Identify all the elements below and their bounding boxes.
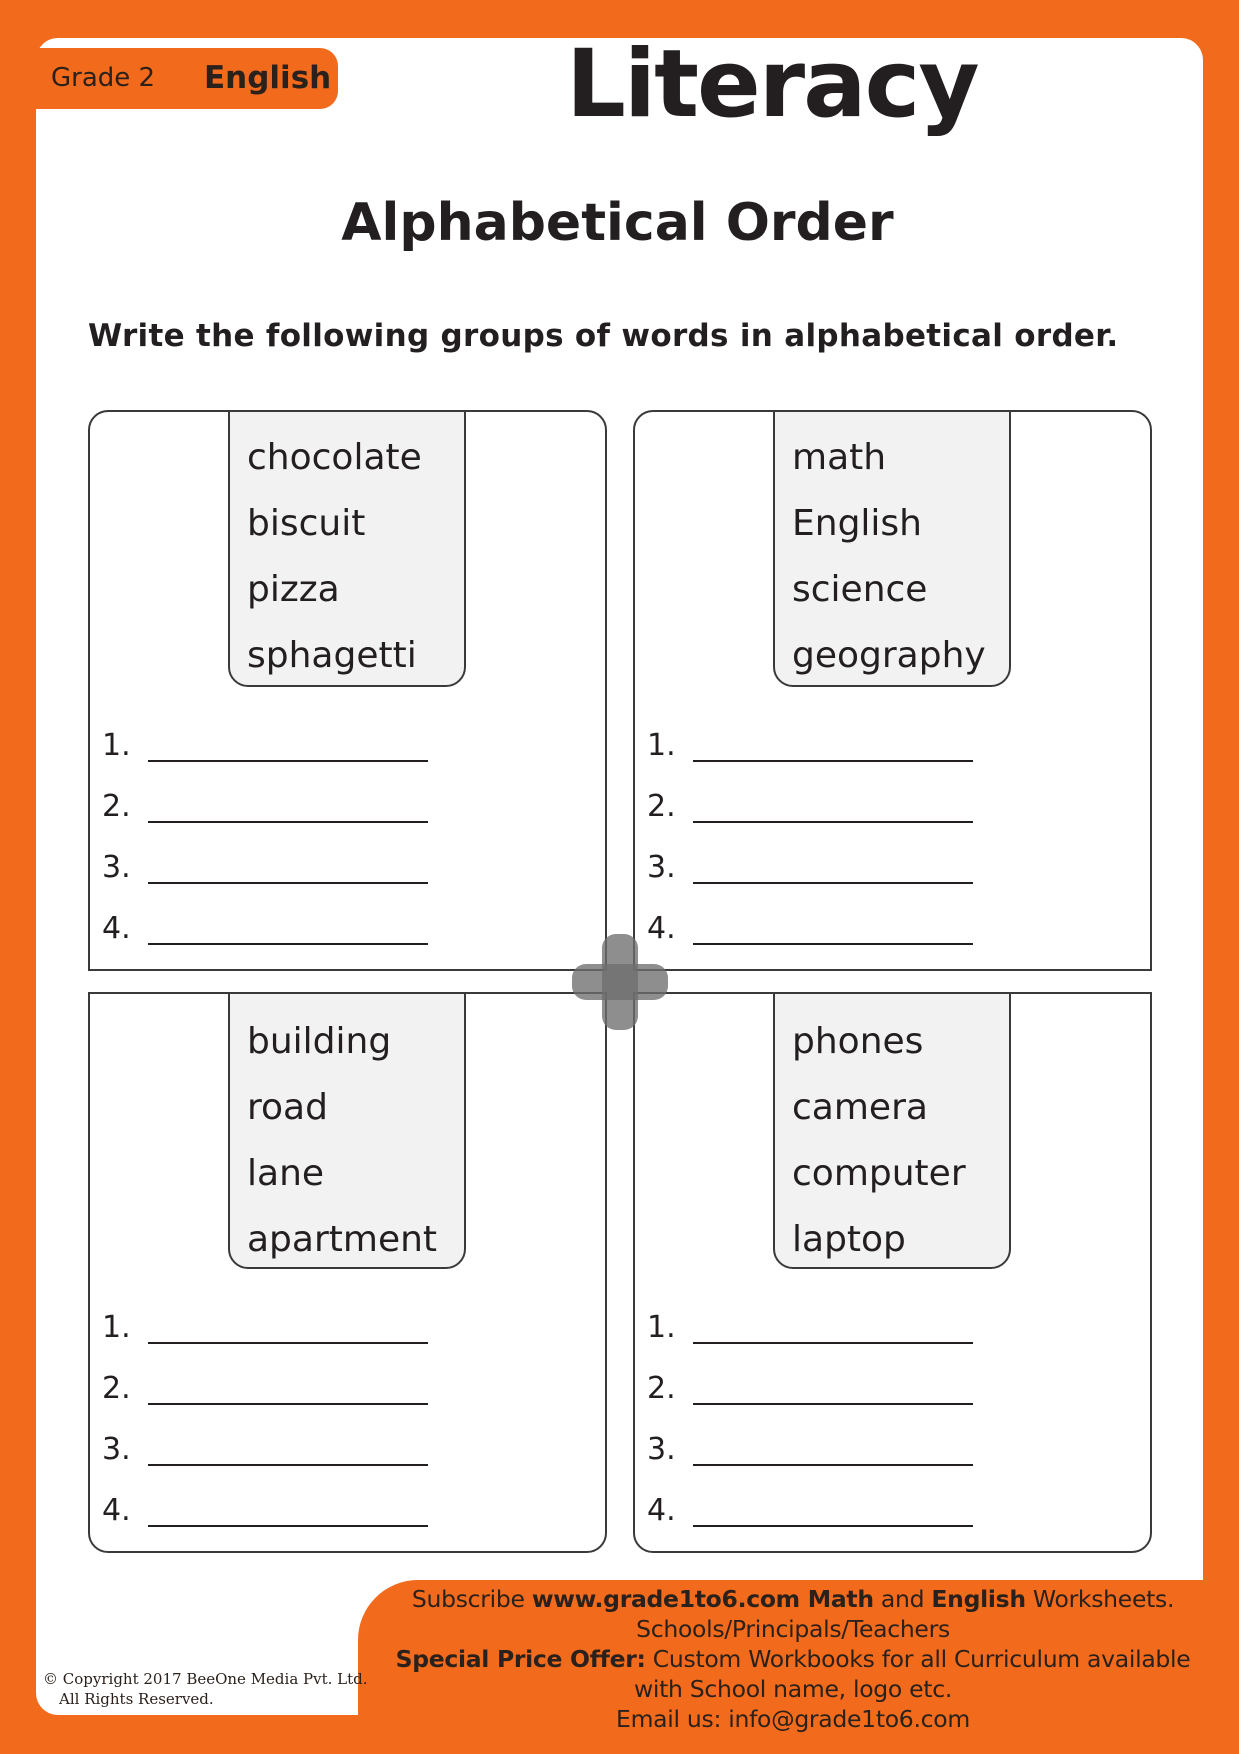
answer-row — [102, 1432, 442, 1472]
answer-number: 3. — [102, 850, 131, 885]
word-item: science — [792, 569, 928, 610]
word-item: math — [792, 437, 887, 478]
copyright-line-1: © Copyright 2017 BeeOne Media Pvt. Ltd. — [43, 1670, 368, 1688]
answer-number: 3. — [647, 1432, 676, 1467]
answer-row — [647, 911, 987, 951]
footer-text-span: Subscribe — [411, 1585, 532, 1613]
copyright-line-2: All Rights Reserved. — [59, 1690, 214, 1708]
word-item: laptop — [792, 1219, 906, 1260]
answer-blank[interactable] — [693, 760, 973, 762]
answer-row — [647, 1371, 987, 1411]
answer-blank[interactable] — [693, 821, 973, 823]
answer-blank[interactable] — [693, 1403, 973, 1405]
instruction-text: Write the following groups of words in alphabetical order. — [88, 318, 1119, 354]
grade-label: Grade 2 — [51, 63, 156, 93]
page-title: Literacy — [566, 30, 978, 139]
answer-number: 1. — [647, 1310, 676, 1345]
word-item: chocolate — [247, 437, 422, 478]
copyright-notice — [43, 1669, 368, 1709]
answer-row — [102, 789, 442, 829]
answer-blank[interactable] — [148, 943, 428, 945]
word-group-panel-3 — [88, 992, 607, 1553]
answer-row — [102, 850, 442, 890]
answer-number: 3. — [647, 850, 676, 885]
word-list-tab — [773, 992, 1011, 1269]
answer-row — [647, 850, 987, 890]
footer-text-span: Worksheets. — [1025, 1585, 1175, 1613]
answer-number: 2. — [102, 789, 131, 824]
answer-row — [647, 1432, 987, 1472]
word-item: sphagetti — [247, 635, 417, 676]
word-item: apartment — [247, 1219, 438, 1260]
word-item: geography — [792, 635, 986, 676]
answer-blank[interactable] — [148, 882, 428, 884]
answer-number: 4. — [102, 911, 131, 946]
answer-blank[interactable] — [148, 760, 428, 762]
answer-number: 1. — [102, 1310, 131, 1345]
word-group-panel-2 — [633, 410, 1152, 971]
answer-blank[interactable] — [148, 1342, 428, 1344]
answer-blank[interactable] — [693, 1464, 973, 1466]
answer-blank[interactable] — [148, 1464, 428, 1466]
answer-blank[interactable] — [693, 882, 973, 884]
answer-row — [102, 911, 442, 951]
answer-number: 4. — [647, 1493, 676, 1528]
word-group-panel-1 — [88, 410, 607, 971]
word-item: lane — [247, 1153, 325, 1194]
word-item: pizza — [247, 569, 340, 610]
answer-row — [647, 1493, 987, 1533]
grade-subject-tab — [36, 48, 338, 109]
word-item: computer — [792, 1153, 966, 1194]
crosshair-icon — [572, 934, 668, 1030]
word-item: building — [247, 1021, 392, 1062]
footer-line-3 — [358, 1644, 1228, 1674]
answer-blank[interactable] — [693, 943, 973, 945]
word-list-tab — [773, 410, 1011, 687]
word-list-tab — [228, 992, 466, 1269]
footer-bold-span: Special Price Offer: — [395, 1645, 646, 1673]
answer-row — [102, 728, 442, 768]
answer-number: 1. — [647, 728, 676, 763]
word-list-tab — [228, 410, 466, 687]
answer-blank[interactable] — [693, 1342, 973, 1344]
footer-line-4: with School name, logo etc. — [633, 1675, 953, 1703]
answer-number: 2. — [102, 1371, 131, 1406]
crosshair-vertical — [602, 934, 638, 1030]
topic-heading-text: Alphabetical Order — [341, 193, 894, 253]
word-item: biscuit — [247, 503, 366, 544]
footer-website-link[interactable]: www.grade1to6.com Math — [531, 1585, 874, 1613]
footer-promo-text — [358, 1584, 1228, 1734]
answer-number: 2. — [647, 1371, 676, 1406]
word-item: road — [247, 1087, 328, 1128]
footer-text-span: Custom Workbooks for all Curriculum available — [645, 1645, 1191, 1673]
footer-text-span: and — [873, 1585, 932, 1613]
subject-label: English — [204, 60, 332, 96]
answer-blank[interactable] — [148, 1403, 428, 1405]
answer-row — [647, 1310, 987, 1350]
answer-row — [102, 1493, 442, 1533]
word-item: camera — [792, 1087, 928, 1128]
answer-number: 3. — [102, 1432, 131, 1467]
answer-blank[interactable] — [148, 1525, 428, 1527]
answer-blank[interactable] — [148, 821, 428, 823]
topic-heading — [0, 193, 1239, 253]
answer-number: 1. — [102, 728, 131, 763]
footer-bold-span: English — [931, 1585, 1026, 1613]
answer-row — [647, 789, 987, 829]
answer-blank[interactable] — [693, 1525, 973, 1527]
answer-row — [102, 1371, 442, 1411]
answer-number: 4. — [102, 1493, 131, 1528]
answer-number: 2. — [647, 789, 676, 824]
answer-row — [102, 1310, 442, 1350]
footer-line-2: Schools/Principals/Teachers — [636, 1615, 950, 1643]
answer-number: 4. — [647, 911, 676, 946]
footer-line-1 — [358, 1584, 1228, 1614]
footer-email[interactable]: Email us: info@grade1to6.com — [616, 1705, 970, 1733]
word-item: phones — [792, 1021, 924, 1062]
word-group-panel-4 — [633, 992, 1152, 1553]
word-item: English — [792, 503, 922, 544]
answer-row — [647, 728, 987, 768]
